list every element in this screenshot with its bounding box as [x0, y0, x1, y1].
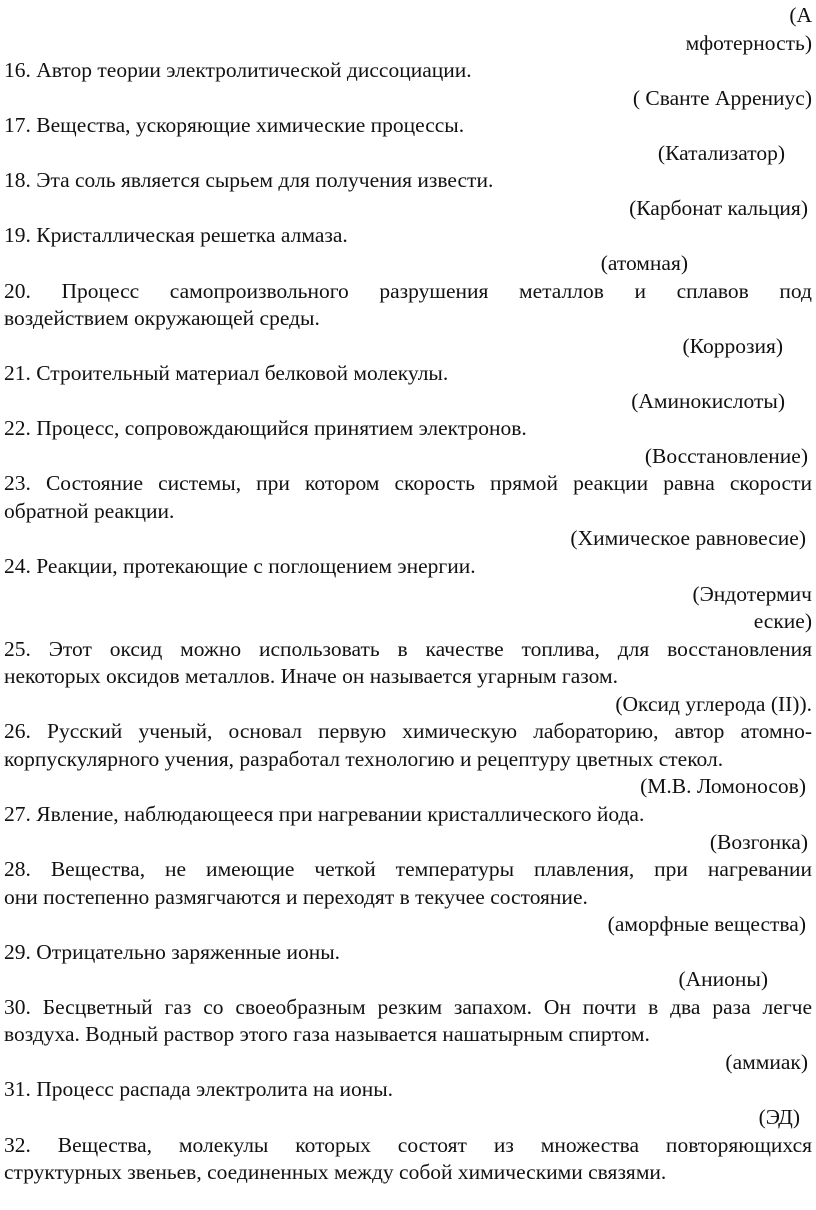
question-line: 17. Вещества, ускоряющие химические процессы.	[4, 113, 465, 138]
question-line: 23. Состояние системы, при котором скорость прямой реакции равна скорости	[4, 471, 812, 496]
answer-line: (Возгонка)	[709, 829, 808, 854]
answer-line: (А	[789, 3, 812, 27]
question-line: 25. Этот оксид можно использовать в качестве топлива, для восстановления	[4, 636, 812, 661]
answer-line: (ЭД)	[758, 1105, 800, 1129]
question-line: 21. Строительный материал белковой молекулы.	[4, 361, 449, 386]
question-line: 30. Бесцветный газ со своеобразным резким запахом. Он почти в два раза легче	[4, 994, 812, 1019]
question-line: они постепенно размягчаются и переходят в текучее состояние.	[4, 884, 588, 909]
answer-line: (аммиак)	[725, 1049, 808, 1074]
question-line: 18. Эта соль является сырьем для получения извести.	[4, 168, 494, 193]
question-line: обратной реакции.	[4, 498, 175, 523]
answer-line: (Оксид углерода (II)).	[615, 691, 812, 716]
answer-line: (Анионы)	[678, 967, 768, 992]
answer-line: (Катализатор)	[657, 140, 785, 165]
question-line: 20. Процесс самопроизвольного разрушения металлов и сплавов под	[4, 278, 812, 303]
question-line: 27. Явление, наблюдающееся при нагревании кристаллического йода.	[4, 801, 645, 826]
question-line: 19. Кристаллическая решетка алмаза.	[4, 223, 348, 248]
answer-line: (Восстановление)	[644, 443, 808, 468]
question-line: 22. Процесс, сопровождающийся принятием электронов.	[4, 416, 527, 441]
question-line: воздействием окружающей среды.	[4, 306, 320, 331]
question-line: структурных звеньев, соединенных между собой химическими связями.	[4, 1160, 667, 1185]
question-line: некоторых оксидов металлов. Иначе он называется угарным газом.	[4, 664, 618, 689]
question-line: корпускулярного учения, разработал технологию и рецептуру цветных стекол.	[4, 746, 724, 771]
question-line: 28. Вещества, не имеющие четкой температуры плавления, при нагревании	[4, 857, 812, 882]
question-line: 24. Реакции, протекающие с поглощением энергии.	[4, 554, 476, 578]
question-line: 16. Автор теории электролитической диссоциации.	[4, 58, 472, 83]
answer-line: (Карбонат кальция)	[629, 195, 808, 220]
question-line: 32. Вещества, молекулы которых состоят из множества повторяющихся	[4, 1132, 812, 1157]
answer-line: (Коррозия)	[682, 333, 783, 358]
answer-line: (аморфные вещества)	[607, 912, 806, 937]
question-line: 31. Процесс распада электролита на ионы.	[4, 1077, 394, 1102]
answer-line: (Аминокислоты)	[631, 388, 785, 413]
question-line: 29. Отрицательно заряженные ионы.	[4, 939, 341, 964]
answer-line: (Эндотермич	[692, 581, 812, 606]
answer-line: (Химическое равновесие)	[570, 526, 806, 551]
answer-line: (атомная)	[600, 250, 688, 275]
question-line: воздуха. Водный раствор этого газа называется нашатырным спиртом.	[4, 1022, 650, 1047]
answer-line: (М.В. Ломоносов)	[640, 774, 806, 799]
question-line: 26. Русский ученый, основал первую химическую лабораторию, автор атомно-	[4, 719, 812, 744]
answer-line: еские)	[753, 609, 812, 634]
answer-line: ( Сванте Аррениус)	[632, 85, 812, 110]
answer-line: мфотерность)	[685, 30, 812, 55]
